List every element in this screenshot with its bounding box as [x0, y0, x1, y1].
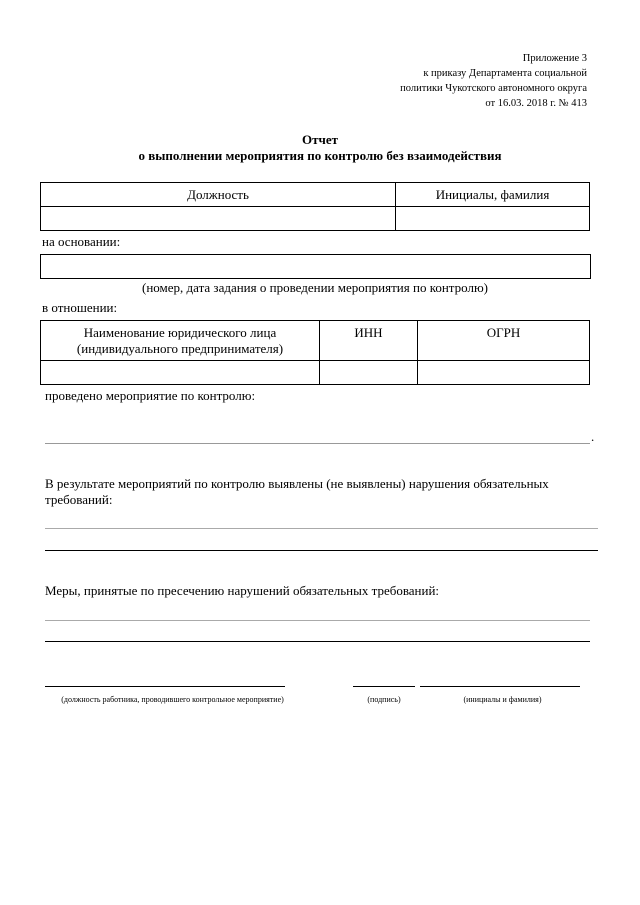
name-header: Инициалы, фамилия	[396, 183, 590, 207]
results-line-2[interactable]	[45, 550, 598, 551]
event-line[interactable]	[45, 443, 590, 444]
entity-name-header-line-2: (индивидуального предпринимателя)	[76, 341, 284, 356]
regarding-label: в отношении:	[42, 300, 118, 315]
sign-caption: (подпись)	[367, 695, 401, 704]
position-caption: (должность работника, проводившего контрольное мероприятие)	[61, 695, 284, 704]
basis-hint: (номер, дата задания о проведении мероприятия по контролю)	[141, 280, 489, 295]
signature-position-line[interactable]	[45, 686, 285, 687]
report-title: Отчет	[302, 132, 338, 147]
event-period: .	[591, 429, 595, 444]
measures-line-1[interactable]	[45, 620, 590, 621]
appendix-header	[367, 51, 587, 111]
position-header: Должность	[41, 183, 396, 207]
ogrn-cell[interactable]	[418, 361, 590, 385]
measures-label: Меры, принятые по пресечению нарушений обязательных требований:	[45, 583, 440, 598]
entity-name-cell[interactable]	[41, 361, 320, 385]
appendix-line-3: политики Чукотского автономного округа	[400, 83, 587, 94]
basis-field[interactable]	[40, 254, 591, 279]
appendix-line-4: от 16.03. 2018 г. № 413	[485, 98, 587, 109]
position-cell[interactable]	[41, 207, 396, 231]
inn-header: ИНН	[320, 321, 418, 361]
position-table	[40, 182, 590, 231]
measures-line-2[interactable]	[45, 641, 590, 642]
report-subtitle: о выполнении мероприятия по контролю без взаимодействия	[138, 148, 502, 163]
event-label: проведено мероприятие по контролю:	[45, 388, 256, 403]
entity-name-header	[41, 321, 320, 361]
name-caption: (инициалы и фамилия)	[463, 695, 542, 704]
inn-cell[interactable]	[320, 361, 418, 385]
signature-sign-line[interactable]	[353, 686, 415, 687]
entity-name-header-line-1: Наименование юридического лица	[83, 325, 277, 340]
appendix-line-1: Приложение 3	[522, 53, 587, 64]
ogrn-header: ОГРН	[418, 321, 590, 361]
entity-table	[40, 320, 590, 385]
signature-name-line[interactable]	[420, 686, 580, 687]
name-cell[interactable]	[396, 207, 590, 231]
results-line-1[interactable]	[45, 528, 598, 529]
results-label: В результате мероприятий по контролю выявлены (не выявлены) нарушения обязательных требований:	[45, 476, 549, 507]
appendix-line-2: к приказу Департамента социальной	[423, 68, 587, 79]
basis-label: на основании:	[42, 234, 121, 249]
